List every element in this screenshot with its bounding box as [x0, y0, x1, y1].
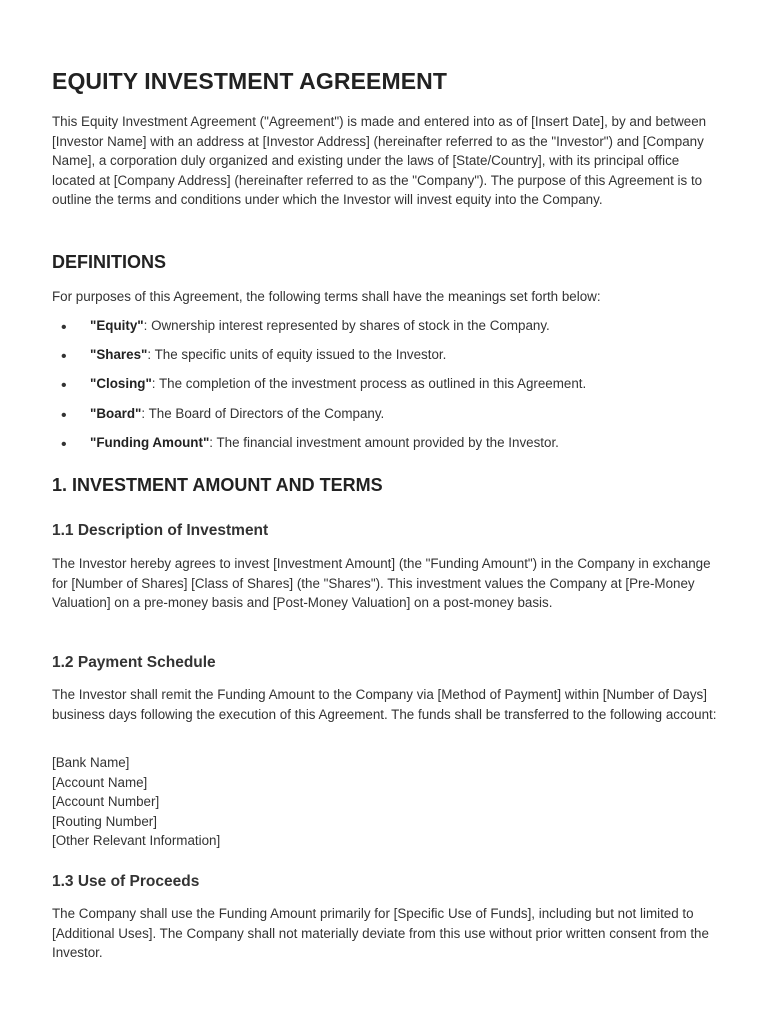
- account-line-account-name: [Account Name]: [52, 774, 148, 790]
- bullet-icon: •: [61, 377, 67, 395]
- definition-item: [52, 345, 722, 374]
- definition-term: "Closing": [90, 376, 152, 392]
- document-title: EQUITY INVESTMENT AGREEMENT: [52, 68, 448, 94]
- definition-text: : Ownership interest represented by shares of stock in the Company.: [143, 318, 550, 333]
- section-1-heading: 1. INVESTMENT AMOUNT AND TERMS: [52, 475, 383, 495]
- section-1-3-heading: 1.3 Use of Proceeds: [52, 873, 200, 890]
- account-details: [52, 753, 220, 851]
- bullet-icon: •: [61, 348, 67, 366]
- definition-item: [52, 404, 722, 433]
- account-line-other-info: [Other Relevant Information]: [52, 833, 221, 849]
- definition-term: "Equity": [90, 318, 144, 333]
- section-1-2-heading: 1.2 Payment Schedule: [52, 654, 216, 671]
- definition-text: : The specific units of equity issued to the Investor.: [147, 347, 447, 363]
- section-1-1-body: The Investor hereby agrees to invest [Investment Amount] (the "Funding Amount") in the Company in exchange for [Number of Shares] [Class of Shares] (the "Shares"). This investment values the Company at [Pre-Money Valuation] on a pre-money basis and [Post-Money Valuation] on a post-money basis.: [52, 556, 711, 610]
- definition-text: : The completion of the investment process as outlined in this Agreement.: [151, 376, 587, 392]
- intro-paragraph: This Equity Investment Agreement ("Agreement") is made and entered into as of [Insert Date], by and between [Investor Name] with an address at [Investor Address] (hereinafter referred to as the "Investor") and [Company Name], a corporation duly organized and existing under the laws of [State/Country], with its principal office located at [Company Address] (hereinafter referred to as the "Company"). The purpose of this Agreement is to outline the terms and conditions under which the Investor will invest equity into the Company.: [52, 114, 707, 207]
- account-line-account-number: [Account Number]: [52, 794, 160, 810]
- definitions-heading: DEFINITIONS: [52, 252, 167, 272]
- account-line-bank-name: [Bank Name]: [52, 755, 130, 770]
- bullet-icon: •: [61, 319, 67, 336]
- definition-text: : The financial investment amount provided by the Investor.: [209, 434, 559, 450]
- definitions-lead: For purposes of this Agreement, the following terms shall have the meanings set forth below:: [52, 289, 601, 304]
- definition-item: [52, 374, 722, 403]
- bullet-icon: •: [61, 435, 67, 453]
- definition-term: "Funding Amount": [90, 434, 210, 450]
- definition-item: [52, 316, 722, 345]
- definition-text: : The Board of Directors of the Company.: [141, 405, 385, 421]
- definition-item: [52, 433, 722, 462]
- definitions-list: [52, 316, 722, 462]
- definition-term: "Board": [90, 405, 142, 421]
- bullet-icon: •: [61, 406, 67, 424]
- definition-term: "Shares": [90, 347, 148, 363]
- section-1-1-heading: 1.1 Description of Investment: [52, 522, 269, 539]
- account-line-routing-number: [Routing Number]: [52, 813, 157, 829]
- section-1-2-body: The Investor shall remit the Funding Amount to the Company via [Method of Payment] within [Number of Days] business days following the execution of this Agreement. The funds shall be transferred to the following account:: [52, 687, 717, 722]
- section-1-3-body: The Company shall use the Funding Amount primarily for [Specific Use of Funds], including but not limited to [Additional Uses]. The Company shall not materially deviate from this use without prior written consent from the Investor.: [52, 906, 709, 960]
